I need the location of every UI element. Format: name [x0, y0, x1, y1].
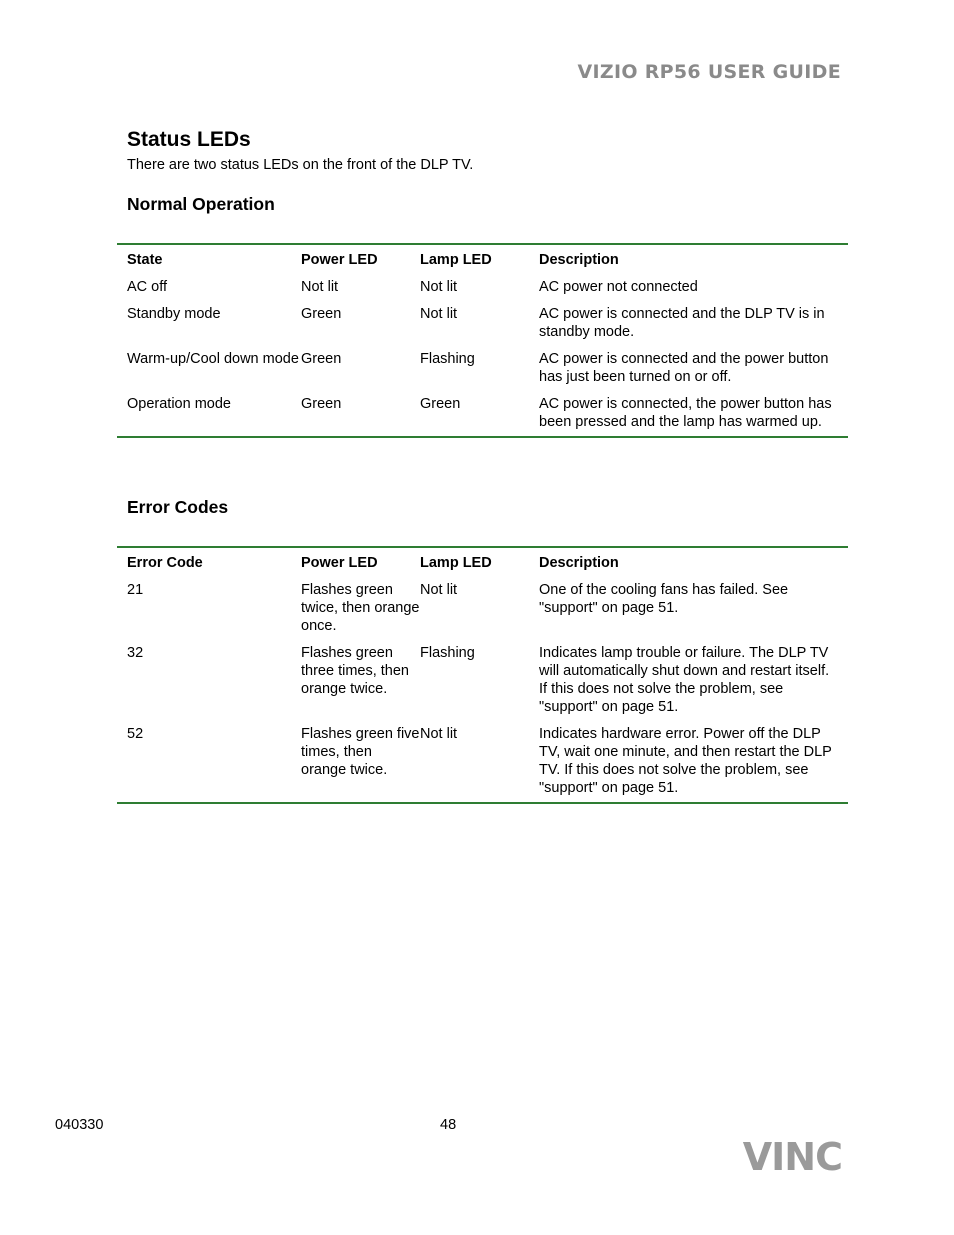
section-intro: There are two status LEDs on the front of the DLP TV.: [127, 157, 474, 173]
table-cell: AC power is connected and the power button has just been turned on or off.: [539, 351, 829, 385]
table-header-row: [117, 547, 848, 581]
column-header: Power LED: [301, 252, 378, 268]
table-cell: AC power is connected and the DLP TV is in standby mode.: [539, 306, 825, 340]
table-cell: Green: [301, 351, 342, 367]
table-cell: AC off: [127, 279, 168, 295]
section-title: Status LEDs: [127, 128, 251, 151]
table-cell: 52: [127, 726, 144, 742]
column-header: Error Code: [127, 555, 203, 571]
table-row: [117, 395, 848, 437]
table-cell: Operation mode: [127, 396, 231, 412]
table-cell: One of the cooling fans has failed. See "support" on page 51.: [539, 582, 789, 616]
error-codes-table: [117, 546, 848, 804]
table-cell: Not lit: [420, 582, 458, 598]
table-cell: Green: [420, 396, 461, 412]
table-cell: 21: [127, 582, 144, 598]
table-row: [117, 305, 848, 350]
table-cell: 32: [127, 645, 144, 661]
table-row: [117, 581, 848, 644]
table-cell: AC power not connected: [539, 279, 698, 295]
table-cell: Warm-up/Cool down mode: [127, 351, 299, 367]
table-cell: Not lit: [420, 726, 458, 742]
table-row: [117, 350, 848, 395]
normal-operation-table: [117, 243, 848, 438]
table-row: [117, 278, 848, 305]
table-cell: Not lit: [301, 279, 339, 295]
vinc-logo: VINC: [742, 1135, 842, 1179]
table-cell: Flashing: [420, 351, 475, 367]
column-header: State: [127, 252, 163, 268]
normal-operation-title: Normal Operation: [127, 194, 275, 214]
table-row: [117, 725, 848, 803]
table-cell: Indicates hardware error. Power off the DLP TV, wait one minute, and then restart the DLP TV. If this does not solve the problem, see "support" on page 51.: [539, 726, 832, 796]
table-cell: Standby mode: [127, 306, 221, 322]
table-cell: Green: [301, 306, 342, 322]
table-cell: Flashes green three times, then orange twice.: [301, 645, 409, 697]
table-cell: Not lit: [420, 279, 458, 295]
table-cell: Indicates lamp trouble or failure. The DLP TV will automatically shut down and restart itself. If this does not solve the problem, see "support" on page 51.: [539, 645, 830, 715]
table-cell: Not lit: [420, 306, 458, 322]
column-header: Description: [539, 555, 619, 571]
table-cell: AC power is connected, the power button has been pressed and the lamp has warmed up.: [539, 396, 832, 430]
table-cell: Flashing: [420, 645, 475, 661]
footer-doc-code: 040330: [55, 1117, 104, 1133]
table-cell: Flashes green five times, then orange twice.: [301, 726, 420, 778]
table-cell: Flashes green twice, then orange once.: [301, 582, 420, 634]
column-header: Lamp LED: [420, 252, 492, 268]
table-cell: Green: [301, 396, 342, 412]
header-title: VIZIO RP56 USER GUIDE: [577, 61, 841, 83]
footer-page-number: 48: [440, 1117, 457, 1133]
column-header: Power LED: [301, 555, 378, 571]
table-row: [117, 644, 848, 725]
column-header: Lamp LED: [420, 555, 492, 571]
table-header-row: [117, 244, 848, 278]
column-header: Description: [539, 252, 619, 268]
error-codes-title: Error Codes: [127, 497, 229, 517]
